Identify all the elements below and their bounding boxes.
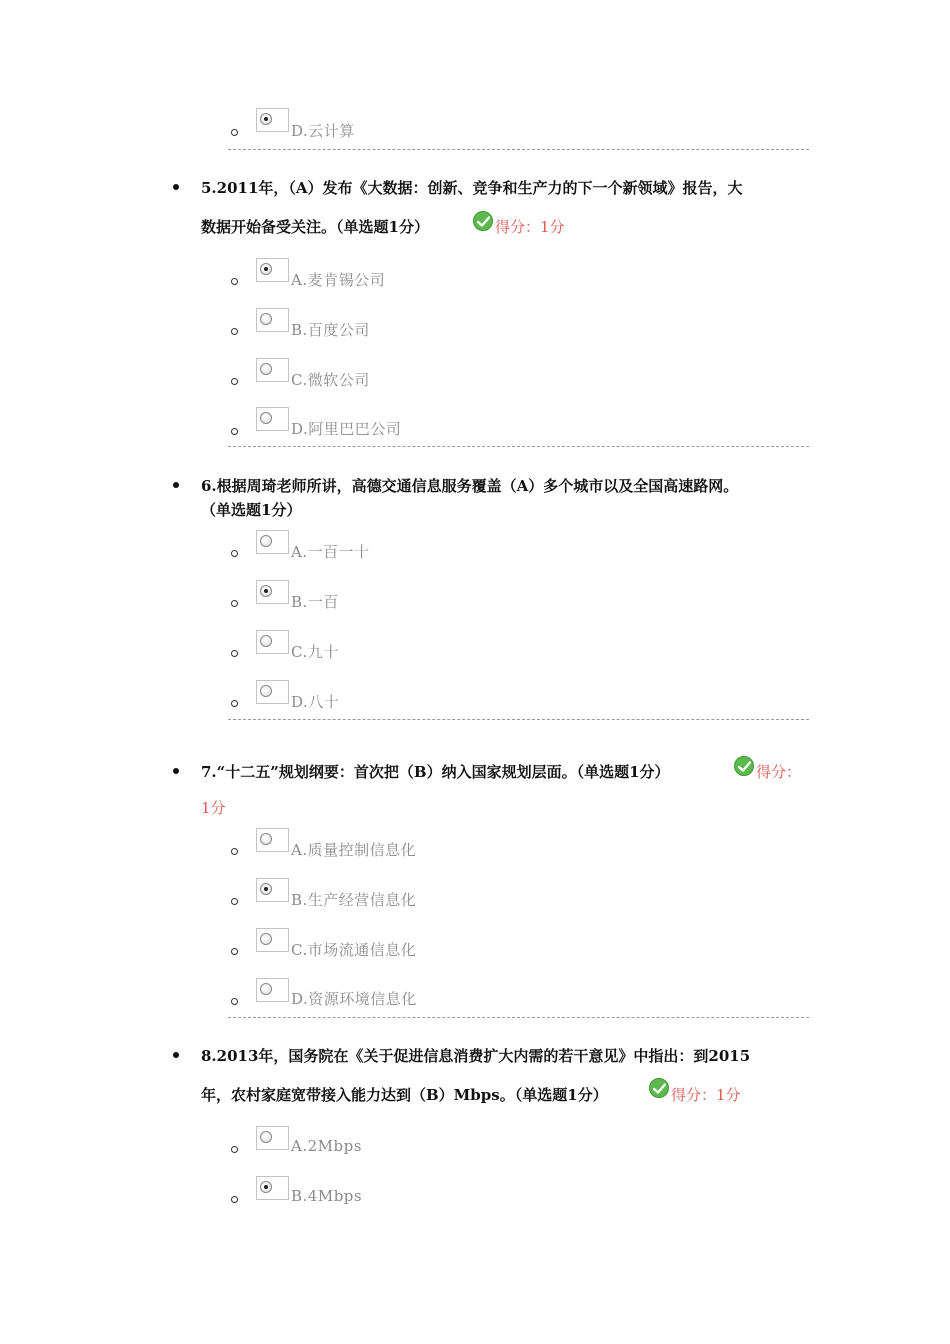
question-bullet [173,768,179,774]
option-bullet [231,129,238,136]
check-circle-icon [649,1078,669,1098]
option-bullet [231,378,238,385]
radio-option-c[interactable] [256,358,289,382]
radio-option-d[interactable] [256,978,289,1002]
score-value: 1分 [201,799,226,817]
radio-selected-icon [260,263,272,275]
score-label: 得分：1分 [495,218,565,236]
radio-empty-icon [260,833,272,845]
option-label: A.质量控制信息化 [291,841,417,859]
radio-empty-icon [260,535,272,547]
question-text-line2: 年，农村家庭宽带接入能力达到（B）Mbps。（单选题1分） [201,1086,608,1104]
radio-empty-icon [260,635,272,647]
radio-option-d[interactable] [256,407,289,431]
radio-option-d[interactable] [256,108,289,132]
divider [228,149,809,150]
question-text: 8.2013年，国务院在《关于促进信息消费扩大内需的若干意见》中指出：到2015 [201,1047,751,1065]
option-bullet [231,550,238,557]
question-text-line2: 数据开始备受关注。（单选题1分） [201,218,429,236]
radio-option-a[interactable] [256,1126,289,1150]
option-label: B.4Mbps [291,1187,363,1205]
radio-option-a[interactable] [256,530,289,554]
radio-selected-icon [260,585,272,597]
divider [228,719,809,720]
question-text: 7.“十二五”规划纲要：首次把（B）纳入国家规划层面。（单选题1分） [201,763,670,781]
check-circle-icon [473,211,493,231]
option-label: D.阿里巴巴公司 [291,420,402,438]
option-bullet [231,848,238,855]
radio-empty-icon [260,412,272,424]
score-label: 得分：1分 [671,1086,741,1104]
option-label: B.百度公司 [291,321,370,339]
option-label: D.资源环境信息化 [291,990,417,1008]
option-bullet [231,650,238,657]
radio-selected-icon [260,883,272,895]
radio-empty-icon [260,1131,272,1143]
option-label: C.九十 [291,643,339,661]
radio-empty-icon [260,313,272,325]
option-bullet [231,700,238,707]
option-bullet [231,600,238,607]
option-bullet [231,898,238,905]
option-label: A.一百一十 [291,543,370,561]
radio-option-c[interactable] [256,928,289,952]
radio-option-a[interactable] [256,828,289,852]
radio-empty-icon [260,363,272,375]
option-label: A.麦肯锡公司 [291,271,386,289]
radio-selected-icon [260,113,272,125]
radio-option-b[interactable] [256,1176,289,1200]
option-bullet [231,948,238,955]
question-bullet [173,1052,179,1058]
option-bullet [231,998,238,1005]
check-circle-icon [734,756,754,776]
option-bullet [231,328,238,335]
radio-option-b[interactable] [256,308,289,332]
question-text: 6.根据周琦老师所讲，高德交通信息服务覆盖（A）多个城市以及全国高速路网。 [201,477,739,495]
radio-option-d[interactable] [256,680,289,704]
radio-selected-icon [260,1181,272,1193]
score-label: 得分： [756,763,802,781]
option-label: D.八十 [291,693,340,711]
question-text-line2: （单选题1分） [201,501,302,519]
radio-option-b[interactable] [256,580,289,604]
radio-empty-icon [260,933,272,945]
option-bullet [231,1146,238,1153]
divider [228,446,809,447]
option-label: D.云计算 [291,122,355,140]
divider [228,1017,809,1018]
radio-option-a[interactable] [256,258,289,282]
option-label: B.生产经营信息化 [291,891,417,909]
radio-empty-icon [260,983,272,995]
question-bullet [173,184,179,190]
option-bullet [231,428,238,435]
option-bullet [231,1196,238,1203]
radio-option-c[interactable] [256,630,289,654]
radio-option-b[interactable] [256,878,289,902]
option-bullet [231,278,238,285]
option-label: B.一百 [291,593,339,611]
option-label: C.微软公司 [291,371,370,389]
question-bullet [173,482,179,488]
radio-empty-icon [260,685,272,697]
question-text: 5.2011年，（A）发布《大数据：创新、竞争和生产力的下一个新领域》报告，大 [201,179,743,197]
option-label: C.市场流通信息化 [291,941,417,959]
option-label: A.2Mbps [291,1137,362,1155]
